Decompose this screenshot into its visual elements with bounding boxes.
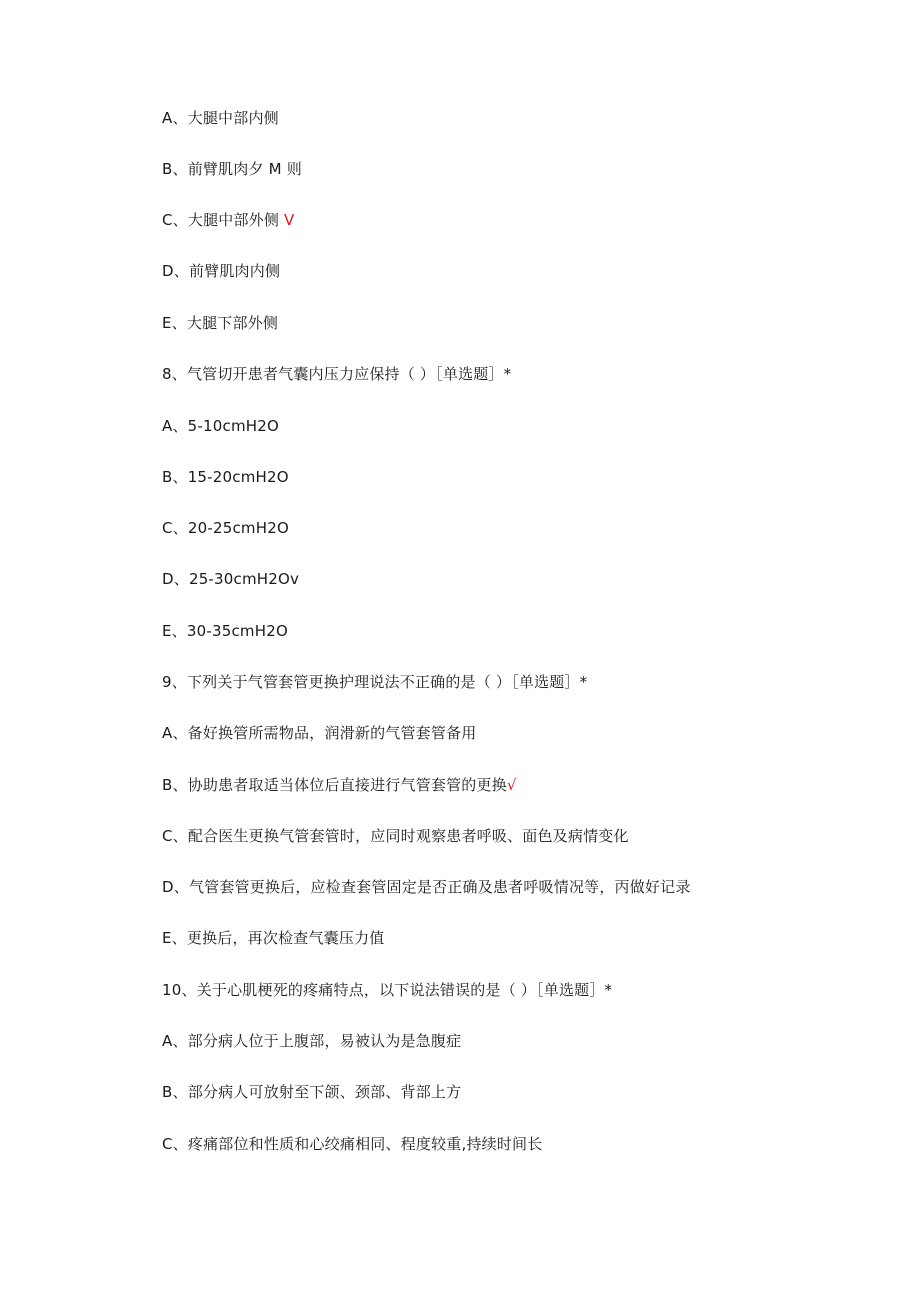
question-10: [162, 980, 612, 1000]
line-text: D、气管套管更换后，应检查套管固定是否正确及患者呼吸情况等，丙做好记录: [162, 878, 691, 896]
option-b-line: [162, 1082, 461, 1102]
option-a-line: [162, 416, 279, 436]
line-text: E、更换后，再次检查气囊压力值: [162, 929, 385, 947]
option-c-line: [162, 210, 295, 230]
line-text: E、30-35cmH2O: [162, 622, 288, 640]
option-b-line: [162, 159, 302, 179]
option-c-line: [162, 518, 289, 538]
line-text: A、5-10cmH2O: [162, 417, 279, 435]
line-text: B、前臂肌肉夕 M 则: [162, 160, 302, 178]
question-text: 10、关于心肌梗死的疼痛特点，以下说法错误的是（ ）［单选题］*: [162, 981, 613, 999]
line-text: C、20-25cmH2O: [162, 519, 289, 537]
line-text: E、大腿下部外侧: [162, 314, 279, 332]
line-text: B、部分病人可放射至下颌、颈部、背部上方: [162, 1083, 462, 1101]
option-e-line: [162, 313, 278, 333]
option-a-line: [162, 723, 476, 743]
option-c-line: [162, 826, 629, 846]
option-e-line: [162, 621, 288, 641]
question-8: [162, 364, 511, 384]
line-text: C、配合医生更换气管套管时，应同时观察患者呼吸、面色及病情变化: [162, 827, 629, 845]
line-text: A、部分病人位于上腹部，易被认为是急腹症: [162, 1032, 462, 1050]
correct-answer-mark: √: [506, 776, 517, 794]
question-text: 9、下列关于气管套管更换护理说法不正确的是（ ）［单选题］*: [162, 673, 588, 691]
line-text: D、25-30cmH2Ov: [162, 570, 300, 588]
option-b-line: [162, 775, 517, 795]
line-text: D、前臂肌肉内侧: [162, 262, 281, 280]
option-e-line: [162, 928, 384, 948]
option-c-line: [162, 1134, 542, 1154]
option-d-line: [162, 569, 299, 589]
line-text: C、大腿中部外侧: [162, 211, 285, 229]
option-b-line: [162, 467, 289, 487]
line-text: A、备好换管所需物品，润滑新的气管套管备用: [162, 724, 477, 742]
line-text: B、协助患者取适当体位后直接进行气管套管的更换: [162, 776, 507, 794]
question-text: 8、气管切开患者气囊内压力应保持（ ）［单选题］*: [162, 365, 512, 383]
option-a-line: [162, 108, 279, 128]
question-9: [162, 672, 587, 692]
option-d-line: [162, 877, 691, 897]
line-text: A、大腿中部内侧: [162, 109, 279, 127]
line-text: B、15-20cmH2O: [162, 468, 289, 486]
option-a-line: [162, 1031, 461, 1051]
line-text: C、疼痛部位和性质和心绞痛相同、程度较重,持续时间长: [162, 1135, 543, 1153]
option-d-line: [162, 261, 280, 281]
correct-answer-mark: V: [284, 211, 295, 229]
